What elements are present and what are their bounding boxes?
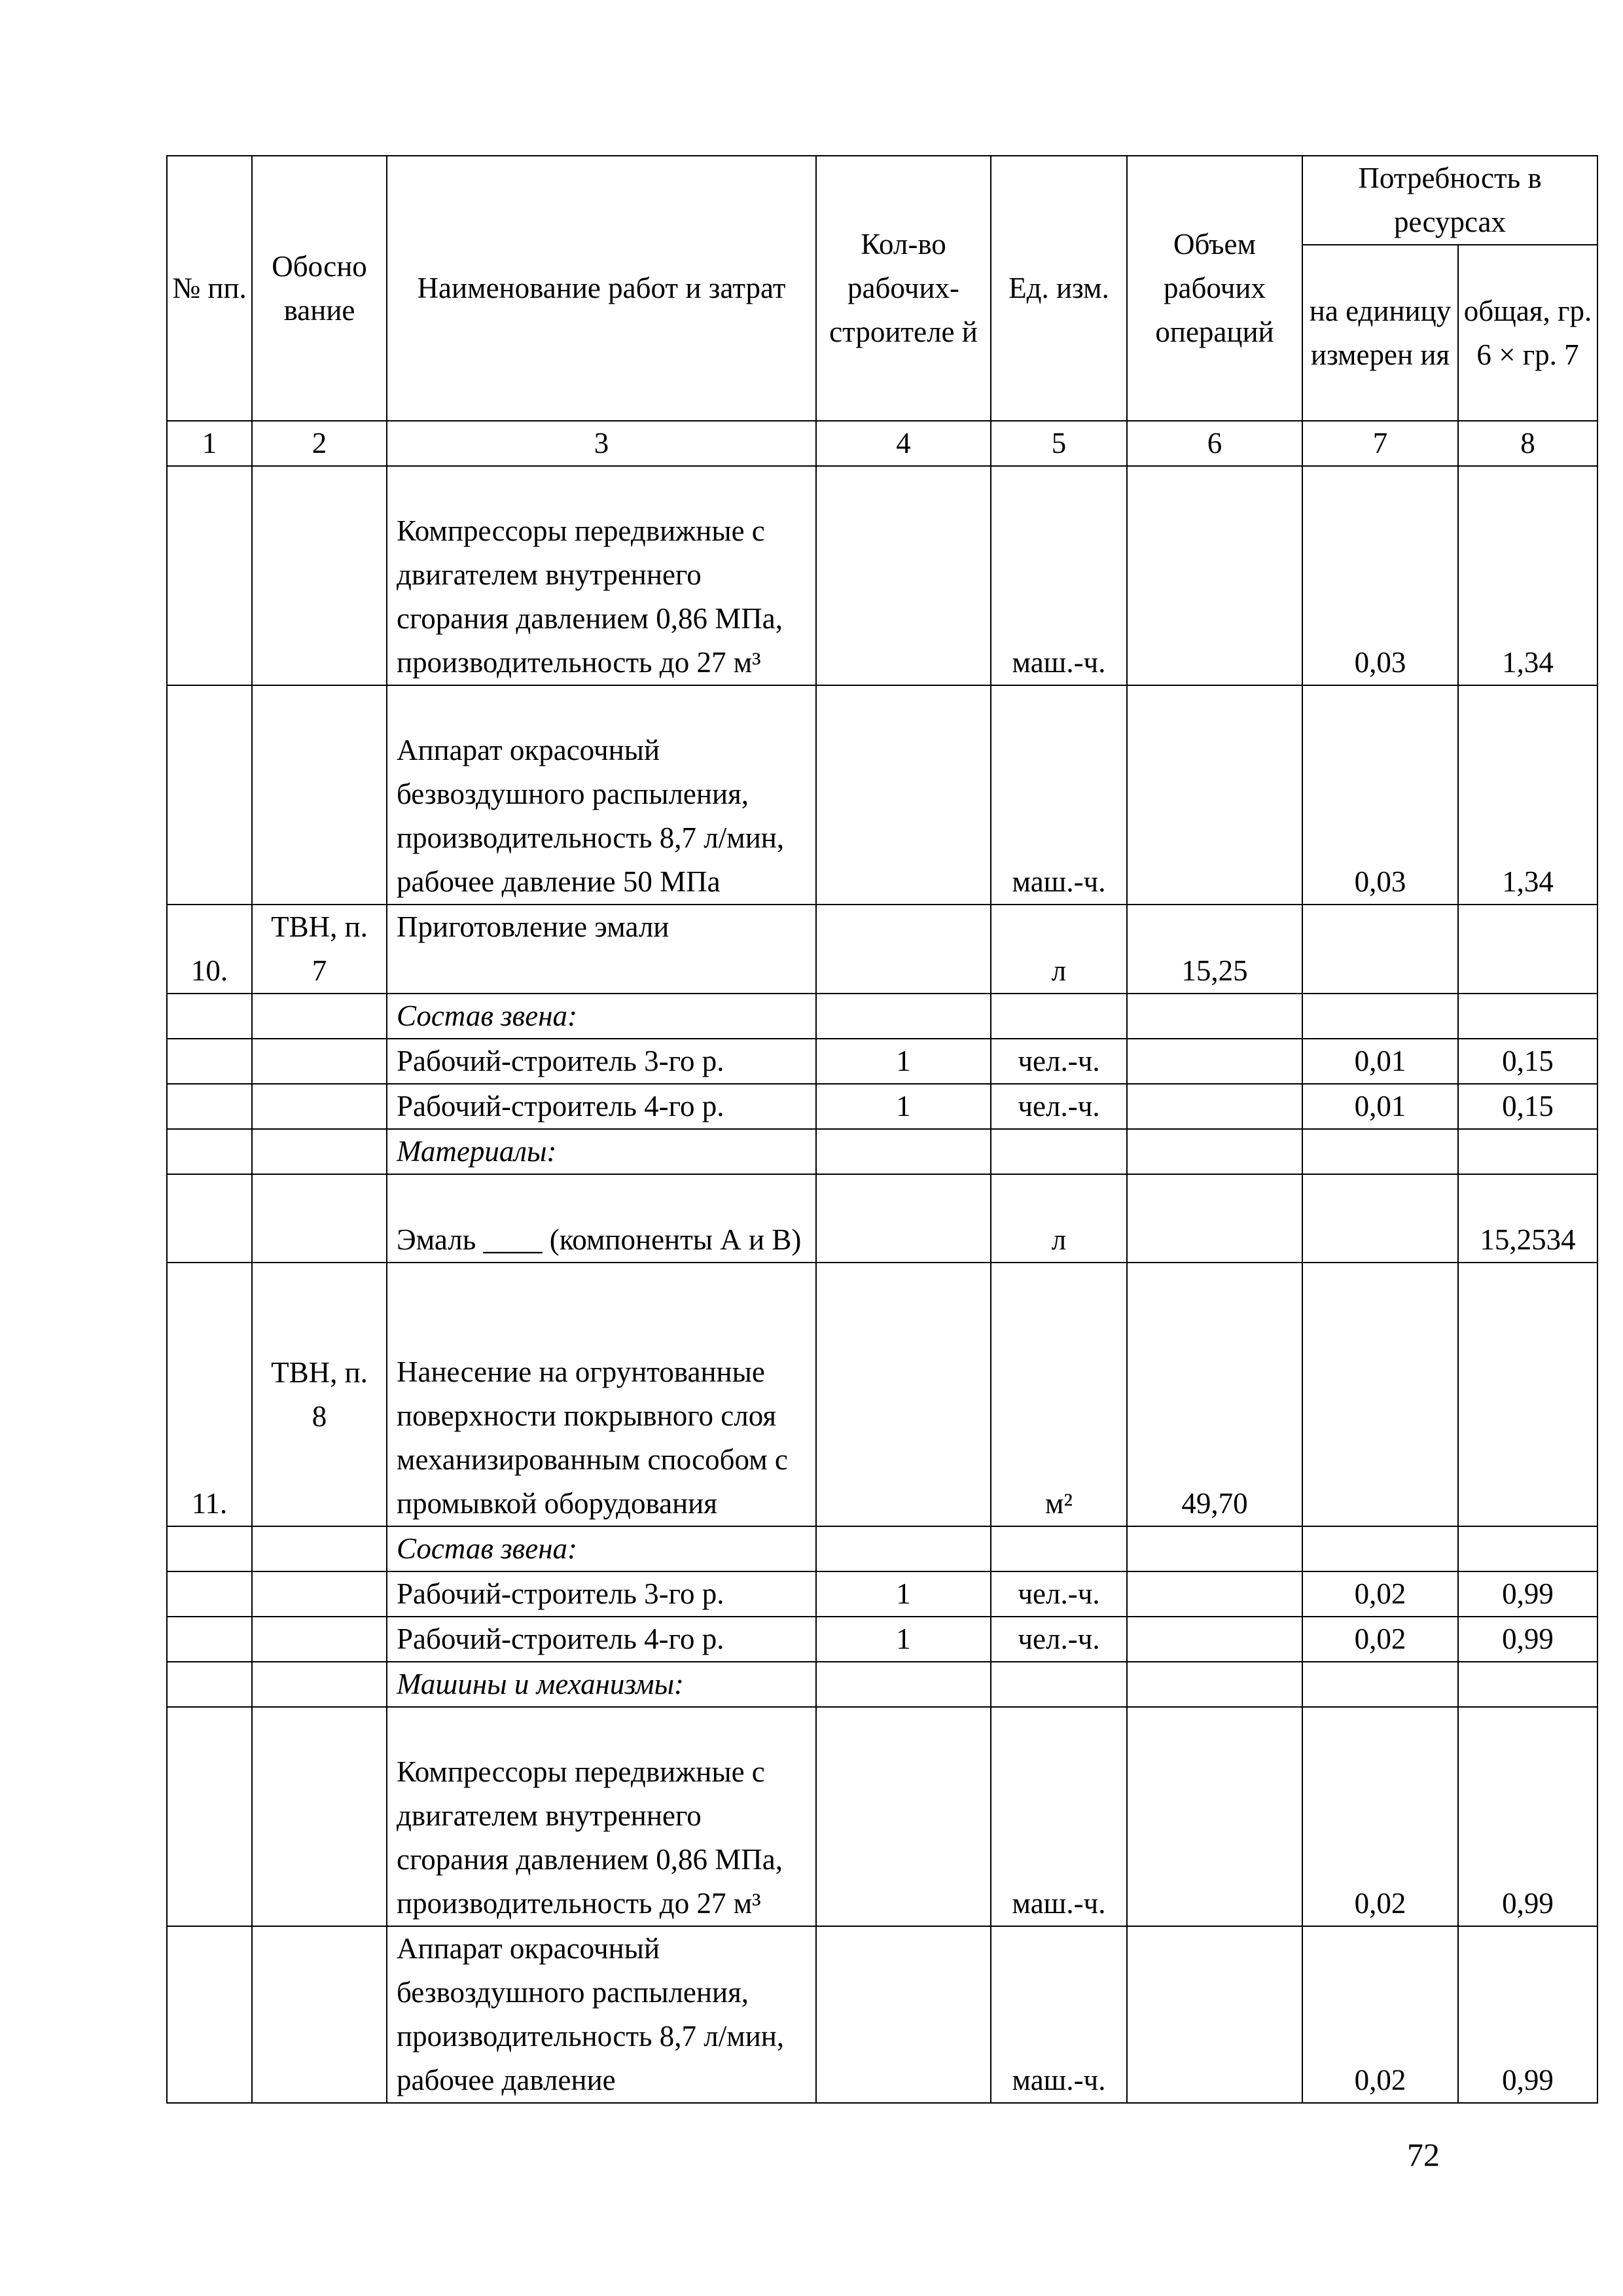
header-name: Наименование работ и затрат	[387, 156, 816, 421]
row-basis	[252, 1039, 387, 1084]
row-per-unit: 0,02	[1302, 1617, 1458, 1662]
row-workers	[816, 1707, 991, 1926]
row-number	[167, 1039, 252, 1084]
row-basis	[252, 1084, 387, 1129]
row-workers	[816, 1926, 991, 2103]
row-name-part: (компоненты А и В)	[549, 1223, 802, 1256]
row-total	[1458, 994, 1597, 1039]
column-number: 3	[387, 421, 816, 466]
row-unit: чел.-ч.	[991, 1617, 1127, 1662]
row-volume	[1127, 1084, 1302, 1129]
row-basis	[252, 1926, 387, 2103]
row-unit: л	[991, 1174, 1127, 1263]
row-basis	[252, 685, 387, 905]
row-total: 1,34	[1458, 685, 1597, 905]
row-volume	[1127, 1617, 1302, 1662]
table-row	[167, 905, 1597, 994]
row-unit: маш.-ч.	[991, 1707, 1127, 1926]
row-volume	[1127, 1039, 1302, 1084]
column-number: 5	[991, 421, 1127, 466]
row-number: 11.	[167, 1263, 252, 1526]
row-volume	[1127, 1526, 1302, 1571]
row-volume	[1127, 1926, 1302, 2103]
resource-table	[166, 155, 1598, 2104]
table-row	[167, 1617, 1597, 1662]
row-volume	[1127, 994, 1302, 1039]
row-volume: 15,25	[1127, 905, 1302, 994]
row-name: Рабочий-строитель 3-го р.	[387, 1039, 816, 1084]
table-row	[167, 1926, 1597, 2103]
row-workers: 1	[816, 1571, 991, 1617]
column-number: 4	[816, 421, 991, 466]
row-per-unit	[1302, 1662, 1458, 1707]
row-name: Компрессоры передвижные с двигателем внутреннего сгорания давлением 0,86 МПа, производительность до 27 м³	[387, 466, 816, 685]
row-total	[1458, 1662, 1597, 1707]
row-workers	[816, 905, 991, 994]
row-workers: 1	[816, 1617, 991, 1662]
header-per-unit: на единицу измерен ия	[1302, 245, 1458, 421]
row-per-unit: 0,02	[1302, 1571, 1458, 1617]
row-basis	[252, 1129, 387, 1174]
header-workers: Кол-во рабочих-строителе й	[816, 156, 991, 421]
row-volume	[1127, 685, 1302, 905]
row-number	[167, 1617, 252, 1662]
row-basis	[252, 1571, 387, 1617]
row-name: Аппарат окрасочный безвоздушного распыления, производительность 8,7 л/мин, рабочее давление	[387, 1926, 816, 2103]
row-name-part: Эмаль	[397, 1223, 476, 1256]
row-workers	[816, 994, 991, 1039]
row-name: Компрессоры передвижные с двигателем внутреннего сгорания давлением 0,86 МПа, производительность до 27 м³	[387, 1707, 816, 1926]
header-total: общая, гр. 6 × гр. 7	[1458, 245, 1597, 421]
row-volume	[1127, 1129, 1302, 1174]
row-total: 0,15	[1458, 1084, 1597, 1129]
column-number-row	[167, 421, 1597, 466]
row-unit: л	[991, 905, 1127, 994]
row-basis	[252, 1174, 387, 1263]
row-workers	[816, 685, 991, 905]
column-number: 6	[1127, 421, 1302, 466]
row-total	[1458, 1129, 1597, 1174]
column-number: 2	[252, 421, 387, 466]
row-name: Рабочий-строитель 4-го р.	[387, 1617, 816, 1662]
row-number	[167, 466, 252, 685]
row-workers	[816, 1662, 991, 1707]
row-unit: маш.-ч.	[991, 1926, 1127, 2103]
row-name: Нанесение на огрунтованные поверхности покрывного слоя механизированным способом с промывкой оборудования	[387, 1263, 816, 1526]
row-per-unit	[1302, 1129, 1458, 1174]
row-total: 15,2534	[1458, 1174, 1597, 1263]
row-number	[167, 685, 252, 905]
row-number	[167, 994, 252, 1039]
row-total	[1458, 1263, 1597, 1526]
page-number: 72	[1407, 2136, 1440, 2173]
row-unit: чел.-ч.	[991, 1039, 1127, 1084]
row-unit: маш.-ч.	[991, 466, 1127, 685]
row-per-unit: 0,03	[1302, 466, 1458, 685]
column-number: 1	[167, 421, 252, 466]
table-row	[167, 1174, 1597, 1263]
table-row	[167, 1129, 1597, 1174]
row-workers	[816, 466, 991, 685]
row-volume	[1127, 466, 1302, 685]
row-total: 0,99	[1458, 1707, 1597, 1926]
row-basis	[252, 1617, 387, 1662]
row-name: Аппарат окрасочный безвоздушного распыления, производительность 8,7 л/мин, рабочее давление 50 МПа	[387, 685, 816, 905]
header-unit: Ед. изм.	[991, 156, 1127, 421]
row-volume	[1127, 1571, 1302, 1617]
table-row	[167, 685, 1597, 905]
row-name: Приготовление эмали	[387, 905, 816, 994]
row-volume	[1127, 1707, 1302, 1926]
row-workers	[816, 1174, 991, 1263]
row-total: 0,99	[1458, 1571, 1597, 1617]
table-row	[167, 1526, 1597, 1571]
row-section-label: Машины и механизмы:	[387, 1662, 816, 1707]
row-workers	[816, 1526, 991, 1571]
row-basis	[252, 1707, 387, 1926]
table-row	[167, 466, 1597, 685]
row-number	[167, 1174, 252, 1263]
column-number: 7	[1302, 421, 1458, 466]
enamel-blank: ____	[483, 1223, 543, 1256]
table-row	[167, 1707, 1597, 1926]
row-volume	[1127, 1174, 1302, 1263]
header-basis: Обосно вание	[252, 156, 387, 421]
row-volume	[1127, 1662, 1302, 1707]
row-number: 10.	[167, 905, 252, 994]
table-row	[167, 1084, 1597, 1129]
row-basis: ТВН, п. 8	[252, 1263, 387, 1526]
row-workers	[816, 1129, 991, 1174]
row-per-unit: 0,01	[1302, 1039, 1458, 1084]
row-name: Рабочий-строитель 3-го р.	[387, 1571, 816, 1617]
row-section-label: Состав звена:	[387, 994, 816, 1039]
row-name	[387, 1174, 816, 1263]
row-basis	[252, 1662, 387, 1707]
row-unit: чел.-ч.	[991, 1084, 1127, 1129]
row-per-unit: 0,02	[1302, 1707, 1458, 1926]
row-per-unit: 0,02	[1302, 1926, 1458, 2103]
row-number	[167, 1084, 252, 1129]
row-number	[167, 1129, 252, 1174]
row-basis	[252, 466, 387, 685]
row-workers	[816, 1263, 991, 1526]
row-total: 0,99	[1458, 1926, 1597, 2103]
row-basis: ТВН, п. 7	[252, 905, 387, 994]
column-number: 8	[1458, 421, 1597, 466]
table-row	[167, 994, 1597, 1039]
header-resource-group: Потребность в ресурсах	[1302, 156, 1597, 245]
row-per-unit	[1302, 994, 1458, 1039]
table-row	[167, 1571, 1597, 1617]
row-basis	[252, 1526, 387, 1571]
row-number	[167, 1662, 252, 1707]
row-basis	[252, 994, 387, 1039]
table-row	[167, 1263, 1597, 1526]
row-per-unit	[1302, 1174, 1458, 1263]
row-unit	[991, 1526, 1127, 1571]
row-number	[167, 1526, 252, 1571]
header-number: № пп.	[167, 156, 252, 421]
row-per-unit: 0,03	[1302, 685, 1458, 905]
row-workers: 1	[816, 1039, 991, 1084]
row-unit: чел.-ч.	[991, 1571, 1127, 1617]
row-name: Рабочий-строитель 4-го р.	[387, 1084, 816, 1129]
row-number	[167, 1926, 252, 2103]
row-unit	[991, 994, 1127, 1039]
row-total	[1458, 1526, 1597, 1571]
row-unit	[991, 1662, 1127, 1707]
row-total: 0,99	[1458, 1617, 1597, 1662]
row-number	[167, 1571, 252, 1617]
table-row	[167, 1662, 1597, 1707]
row-section-label: Состав звена:	[387, 1526, 816, 1571]
row-unit: маш.-ч.	[991, 685, 1127, 905]
row-per-unit	[1302, 1526, 1458, 1571]
row-volume: 49,70	[1127, 1263, 1302, 1526]
row-total: 1,34	[1458, 466, 1597, 685]
row-total: 0,15	[1458, 1039, 1597, 1084]
row-section-label: Материалы:	[387, 1129, 816, 1174]
header-volume: Объем рабочих операций	[1127, 156, 1302, 421]
row-per-unit: 0,01	[1302, 1084, 1458, 1129]
row-unit	[991, 1129, 1127, 1174]
row-total	[1458, 905, 1597, 994]
row-unit: м²	[991, 1263, 1127, 1526]
row-per-unit	[1302, 905, 1458, 994]
row-number	[167, 1707, 252, 1926]
table-row	[167, 1039, 1597, 1084]
row-workers: 1	[816, 1084, 991, 1129]
row-per-unit	[1302, 1263, 1458, 1526]
